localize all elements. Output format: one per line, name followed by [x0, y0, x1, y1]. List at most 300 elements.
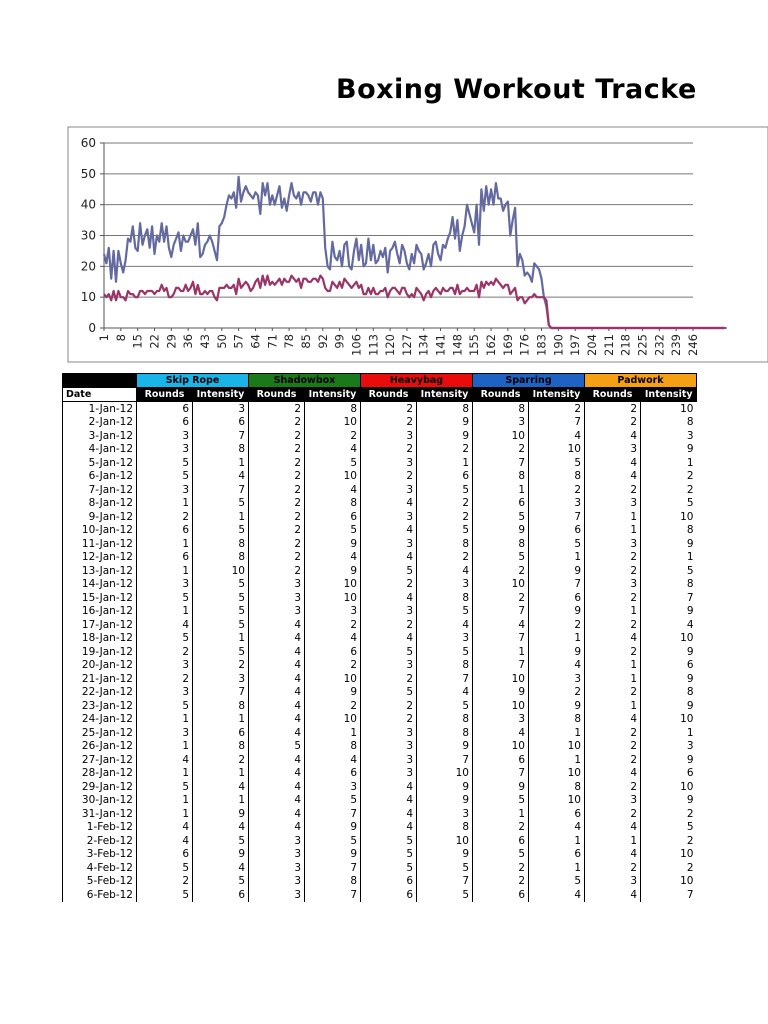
date-cell: 10-Jan-12 [63, 524, 137, 538]
value-cell: 3 [137, 578, 193, 592]
value-cell: 8 [305, 740, 361, 754]
table-row [63, 794, 697, 808]
value-cell: 8 [473, 402, 529, 416]
value-cell: 10 [641, 510, 697, 524]
value-cell: 8 [417, 713, 473, 727]
value-cell: 2 [585, 416, 641, 430]
value-cell: 2 [473, 591, 529, 605]
date-cell: 19-Jan-12 [63, 645, 137, 659]
value-cell: 1 [137, 807, 193, 821]
value-cell: 2 [417, 443, 473, 457]
value-cell: 4 [305, 483, 361, 497]
value-cell: 5 [473, 794, 529, 808]
value-cell: 2 [585, 618, 641, 632]
date-cell: 26-Jan-12 [63, 740, 137, 754]
value-cell: 8 [193, 537, 249, 551]
value-cell: 2 [305, 618, 361, 632]
value-cell: 10 [473, 740, 529, 754]
workout-table [62, 373, 697, 902]
x-tick-label: 141 [433, 334, 448, 356]
value-cell: 9 [641, 537, 697, 551]
value-cell: 3 [361, 726, 417, 740]
x-tick-label: 169 [500, 334, 515, 356]
value-cell: 1 [137, 740, 193, 754]
table-row [63, 861, 697, 875]
value-cell: 5 [361, 564, 417, 578]
value-cell: 6 [361, 875, 417, 889]
y-tick-label: 0 [88, 321, 96, 335]
value-cell: 5 [193, 591, 249, 605]
value-cell: 1 [193, 510, 249, 524]
value-cell: 3 [361, 429, 417, 443]
value-cell: 2 [585, 780, 641, 794]
value-cell: 3 [473, 713, 529, 727]
table-row [63, 510, 697, 524]
value-cell: 2 [137, 510, 193, 524]
table-row [63, 443, 697, 457]
x-tick-label: 225 [635, 334, 650, 356]
value-cell: 3 [137, 659, 193, 673]
value-cell: 2 [193, 753, 249, 767]
value-cell: 8 [641, 524, 697, 538]
value-cell: 6 [529, 591, 585, 605]
group-header: Heavybag [361, 374, 473, 388]
date-cell: 3-Feb-12 [63, 848, 137, 862]
table-row [63, 699, 697, 713]
value-cell: 2 [305, 429, 361, 443]
value-cell: 1 [193, 794, 249, 808]
value-cell: 3 [249, 848, 305, 862]
y-tick-label: 20 [80, 259, 96, 274]
sub-header: Rounds [585, 388, 641, 402]
value-cell: 9 [641, 443, 697, 457]
value-cell: 2 [585, 726, 641, 740]
value-cell: 3 [137, 429, 193, 443]
value-cell: 4 [529, 429, 585, 443]
date-cell: 18-Jan-12 [63, 632, 137, 646]
value-cell: 4 [137, 753, 193, 767]
value-cell: 6 [529, 524, 585, 538]
value-cell: 5 [361, 645, 417, 659]
value-cell: 4 [473, 618, 529, 632]
chart [0, 0, 768, 370]
value-cell: 3 [585, 443, 641, 457]
table-row [63, 551, 697, 565]
value-cell: 3 [361, 483, 417, 497]
value-cell: 1 [585, 834, 641, 848]
value-cell: 10 [641, 632, 697, 646]
date-cell: 23-Jan-12 [63, 699, 137, 713]
value-cell: 2 [249, 564, 305, 578]
date-cell: 3-Jan-12 [63, 429, 137, 443]
table-row [63, 767, 697, 781]
value-cell: 4 [137, 821, 193, 835]
date-cell: 25-Jan-12 [63, 726, 137, 740]
value-cell: 2 [305, 659, 361, 673]
value-cell: 8 [417, 591, 473, 605]
value-cell: 6 [193, 726, 249, 740]
value-cell: 10 [305, 416, 361, 430]
value-cell: 3 [361, 753, 417, 767]
value-cell: 1 [417, 456, 473, 470]
value-cell: 2 [641, 483, 697, 497]
value-cell: 10 [529, 767, 585, 781]
value-cell: 7 [417, 875, 473, 889]
x-tick-label: 1 [97, 334, 111, 342]
value-cell: 2 [585, 861, 641, 875]
table-row [63, 875, 697, 889]
value-cell: 5 [417, 605, 473, 619]
value-cell: 7 [305, 888, 361, 902]
value-cell: 8 [417, 659, 473, 673]
value-cell: 5 [137, 591, 193, 605]
value-cell: 6 [137, 416, 193, 430]
value-cell: 10 [641, 848, 697, 862]
value-cell: 7 [529, 578, 585, 592]
table-row [63, 821, 697, 835]
value-cell: 2 [249, 470, 305, 484]
value-cell: 8 [305, 497, 361, 511]
value-cell: 2 [529, 686, 585, 700]
value-cell: 4 [249, 753, 305, 767]
value-cell: 5 [193, 524, 249, 538]
value-cell: 3 [361, 767, 417, 781]
value-cell: 9 [417, 416, 473, 430]
value-cell: 1 [529, 551, 585, 565]
x-tick-label: 99 [332, 334, 347, 349]
value-cell: 6 [305, 767, 361, 781]
value-cell: 1 [585, 605, 641, 619]
value-cell: 6 [361, 888, 417, 902]
value-cell: 9 [641, 753, 697, 767]
value-cell: 7 [529, 510, 585, 524]
value-cell: 2 [641, 807, 697, 821]
value-cell: 2 [473, 861, 529, 875]
sub-header-row [63, 388, 697, 402]
value-cell: 5 [305, 524, 361, 538]
table-row [63, 564, 697, 578]
value-cell: 2 [249, 524, 305, 538]
value-cell: 3 [137, 686, 193, 700]
date-cell: 12-Jan-12 [63, 551, 137, 565]
value-cell: 3 [585, 537, 641, 551]
value-cell: 4 [361, 780, 417, 794]
sub-header: Intensity [305, 388, 361, 402]
table-row [63, 659, 697, 673]
value-cell: 9 [305, 537, 361, 551]
value-cell: 4 [585, 713, 641, 727]
value-cell: 5 [249, 740, 305, 754]
date-cell: 8-Jan-12 [63, 497, 137, 511]
value-cell: 2 [249, 443, 305, 457]
value-cell: 2 [249, 510, 305, 524]
x-tick-label: 190 [551, 334, 566, 356]
value-cell: 4 [641, 618, 697, 632]
value-cell: 10 [193, 564, 249, 578]
value-cell: 7 [641, 591, 697, 605]
value-cell: 9 [473, 780, 529, 794]
value-cell: 2 [361, 713, 417, 727]
value-cell: 1 [473, 807, 529, 821]
value-cell: 3 [361, 510, 417, 524]
value-cell: 4 [249, 672, 305, 686]
value-cell: 2 [137, 645, 193, 659]
value-cell: 3 [585, 875, 641, 889]
value-cell: 5 [473, 510, 529, 524]
value-cell: 3 [417, 578, 473, 592]
value-cell: 8 [305, 875, 361, 889]
date-cell: 11-Jan-12 [63, 537, 137, 551]
value-cell: 9 [417, 429, 473, 443]
date-cell: 24-Jan-12 [63, 713, 137, 727]
table-row [63, 591, 697, 605]
table-row [63, 605, 697, 619]
value-cell: 4 [361, 821, 417, 835]
value-cell: 2 [361, 578, 417, 592]
value-cell: 5 [473, 848, 529, 862]
value-cell: 3 [417, 807, 473, 821]
value-cell: 3 [585, 578, 641, 592]
value-cell: 3 [641, 740, 697, 754]
value-cell: 8 [529, 470, 585, 484]
value-cell: 3 [137, 726, 193, 740]
value-cell: 1 [137, 713, 193, 727]
value-cell: 3 [361, 605, 417, 619]
value-cell: 7 [305, 807, 361, 821]
value-cell: 4 [249, 686, 305, 700]
value-cell: 9 [473, 686, 529, 700]
value-cell: 5 [193, 875, 249, 889]
date-cell: 31-Jan-12 [63, 807, 137, 821]
value-cell: 3 [137, 483, 193, 497]
value-cell: 4 [417, 686, 473, 700]
table-row [63, 429, 697, 443]
value-cell: 6 [137, 551, 193, 565]
value-cell: 5 [305, 834, 361, 848]
value-cell: 8 [193, 443, 249, 457]
date-cell: 21-Jan-12 [63, 672, 137, 686]
value-cell: 9 [641, 645, 697, 659]
x-tick-label: 120 [383, 334, 398, 356]
value-cell: 5 [473, 551, 529, 565]
value-cell: 2 [473, 443, 529, 457]
value-cell: 6 [641, 659, 697, 673]
value-cell: 3 [361, 456, 417, 470]
table-row [63, 834, 697, 848]
value-cell: 1 [585, 699, 641, 713]
x-tick-label: 106 [349, 334, 364, 356]
date-cell: 4-Jan-12 [63, 443, 137, 457]
table-row [63, 672, 697, 686]
value-cell: 2 [585, 402, 641, 416]
value-cell: 4 [137, 834, 193, 848]
value-cell: 10 [417, 834, 473, 848]
date-cell: 14-Jan-12 [63, 578, 137, 592]
value-cell: 9 [305, 564, 361, 578]
x-tick-label: 92 [315, 334, 330, 349]
value-cell: 1 [641, 726, 697, 740]
value-cell: 7 [193, 429, 249, 443]
value-cell: 10 [305, 672, 361, 686]
value-cell: 6 [473, 497, 529, 511]
value-cell: 6 [529, 807, 585, 821]
value-cell: 4 [361, 794, 417, 808]
value-cell: 2 [585, 551, 641, 565]
value-cell: 9 [305, 848, 361, 862]
value-cell: 1 [137, 605, 193, 619]
value-cell: 4 [361, 807, 417, 821]
date-cell: 20-Jan-12 [63, 659, 137, 673]
value-cell: 3 [249, 875, 305, 889]
value-cell: 3 [417, 632, 473, 646]
value-cell: 4 [473, 726, 529, 740]
sub-header: Intensity [641, 388, 697, 402]
value-cell: 5 [193, 578, 249, 592]
value-cell: 3 [361, 740, 417, 754]
value-cell: 8 [417, 537, 473, 551]
value-cell: 4 [305, 632, 361, 646]
value-cell: 5 [137, 470, 193, 484]
x-tick-label: 22 [147, 334, 162, 349]
x-tick-label: 239 [669, 334, 684, 356]
value-cell: 7 [473, 605, 529, 619]
table-row [63, 807, 697, 821]
table-row [63, 753, 697, 767]
x-tick-label: 183 [534, 334, 549, 356]
value-cell: 10 [473, 672, 529, 686]
value-cell: 2 [249, 537, 305, 551]
value-cell: 4 [249, 699, 305, 713]
value-cell: 9 [417, 794, 473, 808]
value-cell: 6 [473, 834, 529, 848]
x-tick-label: 204 [585, 334, 600, 356]
value-cell: 9 [305, 686, 361, 700]
x-tick-label: 197 [568, 334, 583, 356]
value-cell: 1 [641, 456, 697, 470]
value-cell: 1 [473, 645, 529, 659]
value-cell: 10 [305, 713, 361, 727]
value-cell: 2 [249, 456, 305, 470]
value-cell: 1 [529, 861, 585, 875]
value-cell: 2 [585, 483, 641, 497]
date-cell: 30-Jan-12 [63, 794, 137, 808]
value-cell: 2 [249, 429, 305, 443]
value-cell: 10 [529, 740, 585, 754]
value-cell: 6 [473, 753, 529, 767]
sub-header: Intensity [417, 388, 473, 402]
value-cell: 7 [473, 767, 529, 781]
value-cell: 5 [529, 875, 585, 889]
value-cell: 4 [305, 551, 361, 565]
group-header: Shadowbox [249, 374, 361, 388]
value-cell: 3 [641, 429, 697, 443]
value-cell: 5 [305, 456, 361, 470]
value-cell: 5 [137, 888, 193, 902]
value-cell: 4 [193, 821, 249, 835]
table-row [63, 848, 697, 862]
value-cell: 2 [361, 699, 417, 713]
value-cell: 6 [305, 510, 361, 524]
x-tick-label: 176 [517, 334, 532, 356]
value-cell: 4 [585, 888, 641, 902]
value-cell: 4 [585, 470, 641, 484]
value-cell: 6 [641, 767, 697, 781]
table-row [63, 578, 697, 592]
value-cell: 3 [529, 497, 585, 511]
value-cell: 9 [529, 564, 585, 578]
value-cell: 4 [249, 618, 305, 632]
value-cell: 4 [249, 780, 305, 794]
value-cell: 3 [249, 605, 305, 619]
value-cell: 4 [249, 726, 305, 740]
value-cell: 2 [361, 416, 417, 430]
x-tick-label: 43 [197, 334, 212, 349]
value-cell: 8 [641, 416, 697, 430]
x-tick-label: 162 [484, 334, 499, 356]
value-cell: 5 [137, 780, 193, 794]
table-row [63, 726, 697, 740]
value-cell: 4 [585, 767, 641, 781]
value-cell: 4 [585, 848, 641, 862]
value-cell: 1 [585, 659, 641, 673]
table-row [63, 645, 697, 659]
x-tick-label: 218 [618, 334, 633, 356]
table-row [63, 686, 697, 700]
value-cell: 1 [529, 753, 585, 767]
value-cell: 4 [529, 659, 585, 673]
value-cell: 6 [417, 470, 473, 484]
value-cell: 2 [137, 672, 193, 686]
value-cell: 4 [249, 632, 305, 646]
table-row [63, 537, 697, 551]
x-tick-label: 148 [450, 334, 465, 356]
value-cell: 4 [361, 632, 417, 646]
value-cell: 5 [193, 497, 249, 511]
value-cell: 4 [249, 645, 305, 659]
value-cell: 6 [473, 888, 529, 902]
header-corner [63, 374, 137, 388]
value-cell: 6 [305, 645, 361, 659]
group-header: Padwork [585, 374, 697, 388]
table-row [63, 713, 697, 727]
value-cell: 2 [585, 807, 641, 821]
value-cell: 8 [417, 821, 473, 835]
value-cell: 10 [641, 402, 697, 416]
value-cell: 9 [529, 645, 585, 659]
value-cell: 4 [137, 618, 193, 632]
y-tick-label: 40 [80, 197, 96, 212]
table-row [63, 524, 697, 538]
value-cell: 2 [529, 618, 585, 632]
page-title: Boxing Workout Tracke [336, 74, 697, 105]
value-cell: 4 [193, 780, 249, 794]
value-cell: 6 [137, 402, 193, 416]
date-cell: 13-Jan-12 [63, 564, 137, 578]
value-cell: 7 [473, 659, 529, 673]
date-cell: 28-Jan-12 [63, 767, 137, 781]
x-tick-label: 71 [265, 334, 280, 349]
value-cell: 5 [137, 699, 193, 713]
value-cell: 8 [417, 402, 473, 416]
date-header: Date [63, 388, 137, 402]
value-cell: 5 [193, 605, 249, 619]
value-cell: 4 [585, 456, 641, 470]
table-row [63, 483, 697, 497]
value-cell: 8 [193, 740, 249, 754]
value-cell: 8 [305, 402, 361, 416]
x-tick-label: 50 [214, 334, 229, 349]
value-cell: 5 [193, 834, 249, 848]
